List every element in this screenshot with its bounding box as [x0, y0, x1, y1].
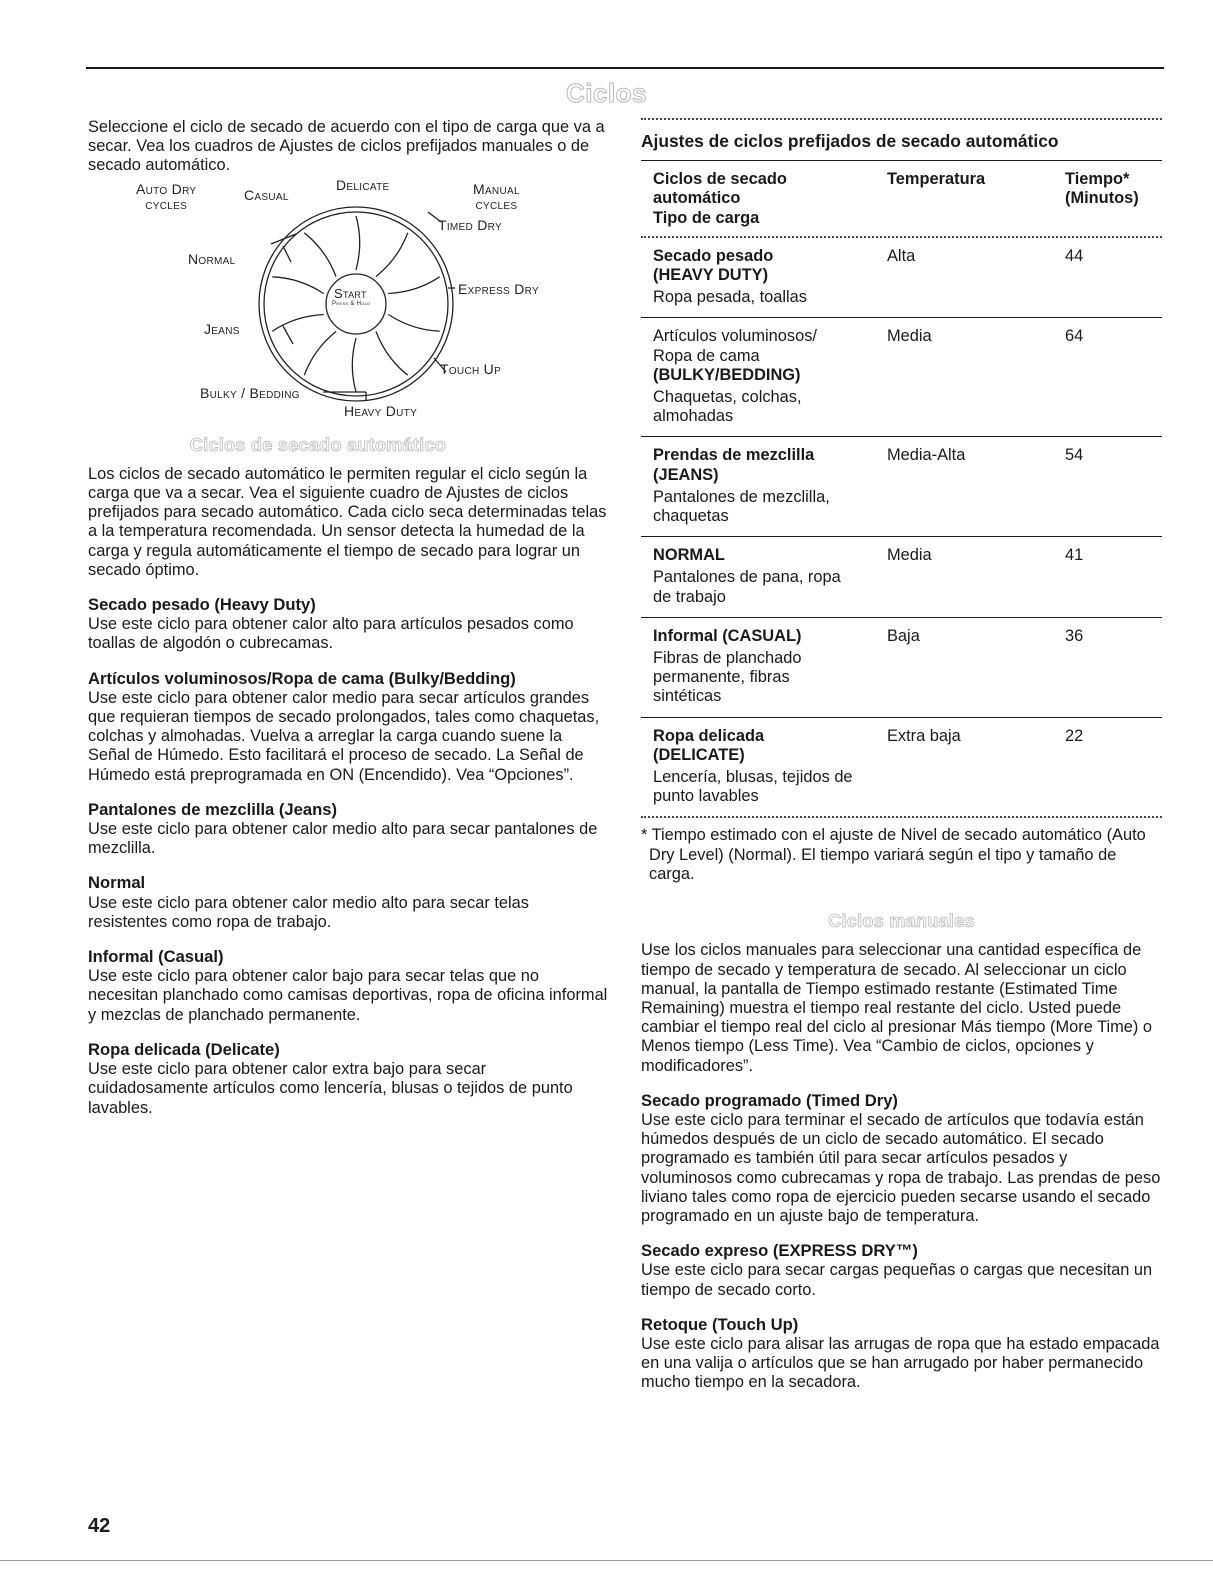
dial-label-express-dry: Express Dry	[458, 280, 539, 297]
table-top-dotted-rule	[641, 118, 1162, 120]
table-row	[641, 317, 1162, 436]
section-normal	[88, 873, 608, 932]
dial-segment-divider	[272, 314, 323, 331]
section-touch-up	[641, 1315, 1162, 1393]
section-express-dry	[641, 1241, 1162, 1300]
table-row	[641, 617, 1162, 717]
row-time: 44	[1065, 246, 1084, 265]
auto-cycles-heading: Ciclos de secado automático	[189, 434, 447, 455]
section-body: Use este ciclo para terminar el secado de artículos que todavía están húmedos después de un ciclo de secado automático. El secado programado es también útil para secar artículos pesados y voluminosos como cubrecamas y ropa de trabajo. Las prendas de peso liviano tales como ropa de ejercicio pueden secarse usando el secado programado en un ajuste bajo de temperatura.	[641, 1110, 1161, 1225]
row-time: 36	[1065, 626, 1084, 645]
section-delicate	[88, 1040, 608, 1118]
dial-segment-divider	[356, 216, 360, 270]
section-body: Use este ciclo para alisar las arrugas de ropa que ha estado empacada en una valija o artículos que se han arrugado por haber permanecido mucho tiempo en la secadora.	[641, 1334, 1160, 1392]
page-number: 42	[88, 1515, 111, 1537]
row-temperature: Alta	[887, 246, 916, 265]
table-header-row	[641, 160, 1162, 236]
section-body: Use este ciclo para obtener calor extra bajo para secar cuidadosamente artículos como lencería, blusas o tejidos de punto lavables.	[88, 1060, 573, 1117]
row-time: 22	[1065, 726, 1084, 745]
row-load-type: Pantalones de mezclilla, chaquetas	[653, 487, 830, 526]
row-temperature: Baja	[887, 626, 920, 645]
section-title: Retoque (Touch Up)	[641, 1314, 799, 1334]
row-time: 64	[1065, 327, 1084, 346]
top-rule	[86, 67, 1164, 69]
row-temperature: Media	[887, 546, 932, 565]
dial-label-timed-dry: Timed Dry	[438, 216, 502, 233]
section-title: Ropa delicada (Delicate)	[88, 1039, 280, 1059]
table-row	[641, 238, 1162, 318]
header-cycle: Ciclos de secado automático Tipo de carga	[653, 170, 787, 227]
start-button-sublabel: Press & Hold	[332, 300, 371, 307]
row-load-type: Chaquetas, colchas, almohadas	[653, 388, 802, 426]
dial-segment-divider	[376, 331, 408, 375]
dial-label-casual: Casual	[244, 186, 289, 203]
section-title: Artículos voluminosos/Ropa de cama (Bulky/Bedding)	[88, 668, 516, 688]
right-column	[641, 118, 1162, 1393]
manual-cycles-intro: Use los ciclos manuales para seleccionar una cantidad específica de tiempo de secado y temperatura de secado. Al seleccionar un ciclo manual, la pantalla de Tiempo estimado restante (Estimated Time Remaining) muestra el tiempo real restante del ciclo. Usted puede cambiar el tiempo real del ciclo al presionar Más tiempo (More Time) o Menos tiempo (Less Time). Vea “Cambio de ciclos, opciones y modificadores”.	[641, 941, 1153, 1075]
section-title: Normal	[88, 873, 146, 893]
row-cycle-name: Prendas de mezclilla (JEANS)	[653, 446, 815, 484]
cycle-dial-diagram	[128, 176, 608, 432]
row-cycle-name: (BULKY/BEDDING)	[653, 365, 801, 384]
header-time: Tiempo* (Minutos)	[1065, 170, 1139, 208]
header-temperature: Temperatura	[887, 170, 986, 189]
section-body: Use este ciclo para obtener calor medio alto para secar telas resistentes como ropa de trabajo.	[88, 893, 529, 931]
row-load-type: Fibras de planchado permanente, fibras sintéticas	[653, 649, 802, 706]
row-load-type: Lencería, blusas, tejidos de punto lavables	[653, 768, 853, 806]
section-body: Use este ciclo para obtener calor medio para secar artículos grandes que requieran tiempos de secado prolongados, tales como chaquetas, colchas y almohadas. Vuelva a arreglar la carga cuando suene la Señal de Húmedo. Esto facilitará el proceso de secado. La Señal de Húmedo está preprogramada en ON (Encendido). Vea “Opciones”.	[88, 688, 600, 784]
section-title: Secado programado (Timed Dry)	[641, 1090, 898, 1110]
row-cycle-name-plain: Artículos voluminosos/ Ropa de cama	[653, 327, 817, 365]
section-body: Use este ciclo para obtener calor medio alto para secar pantalones de mezclilla.	[88, 820, 598, 858]
dial-segment-divider	[304, 331, 336, 375]
start-button-label: Start	[334, 285, 367, 301]
section-body: Use este ciclo para obtener calor bajo para secar telas que no necesitan planchado como camisas deportivas, ropa de oficina informal y mezclas de planchado permanente.	[88, 967, 608, 1024]
section-body: Use este ciclo para secar cargas pequeñas o cargas que necesitan un tiempo de secado corto.	[641, 1261, 1153, 1299]
dial-label-jeans: Jeans	[204, 320, 240, 337]
dial-segment-divider	[272, 276, 323, 293]
table-row	[641, 536, 1162, 617]
intro-paragraph: Seleccione el ciclo de secado de acuerdo con el tipo de carga que va a secar. Vea los cuadros de Ajustes de ciclos prefijados manuales o de secado automático.	[88, 118, 605, 175]
manual-cycles-heading: Ciclos manuales	[828, 911, 975, 932]
right-sections	[641, 1091, 1162, 1393]
section-casual	[88, 947, 608, 1025]
row-cycle-name: Ropa delicada (DELICATE)	[653, 726, 765, 764]
dial-segment-divider	[352, 338, 356, 392]
dial-label-heavy-duty: Heavy Duty	[344, 402, 418, 419]
section-heavy-duty	[88, 595, 608, 654]
page-heading: Ciclos	[565, 78, 648, 108]
left-column	[88, 118, 608, 1118]
dial-segment-divider	[388, 276, 439, 293]
row-load-type: Ropa pesada, toallas	[653, 288, 807, 307]
section-title: Secado expreso (EXPRESS DRY™)	[641, 1241, 918, 1261]
left-sections	[88, 595, 608, 1118]
section-body: Use este ciclo para obtener calor alto para artículos pesados como toallas de algodón o cubrecamas.	[88, 615, 574, 653]
row-time: 41	[1065, 546, 1084, 565]
row-cycle-name: Secado pesado (HEAVY DUTY)	[653, 246, 774, 285]
section-title: Pantalones de mezclilla (Jeans)	[88, 799, 338, 819]
dial-label-normal: Normal	[188, 250, 236, 267]
dial-segment-divider	[388, 314, 439, 331]
dial-segment-divider	[376, 232, 408, 276]
dial-label-auto-dry: Auto Dry cycles	[136, 180, 197, 212]
row-cycle-name: NORMAL	[653, 546, 725, 565]
table-footnote: * Tiempo estimado con el ajuste de Nivel de secado automático (Auto Dry Level) (Normal). El tiempo variará según el tipo y tamaño de carga.	[641, 826, 1146, 883]
cycle-settings-table	[641, 160, 1162, 818]
row-temperature: Media-Alta	[887, 446, 966, 465]
auto-cycles-intro: Los ciclos de secado automático le permiten regular el ciclo según la carga que va a secar. Vea el siguiente cuadro de Ajustes de ciclos prefijados para secado automático. Cada ciclo seca determinadas telas a la temperatura recomendada. Un sensor detecta la humedad de la carga y regula automáticamente el tiempo de secado para lograr un secado óptimo.	[88, 464, 607, 579]
section-title: Informal (Casual)	[88, 947, 224, 967]
row-temperature: Extra baja	[887, 726, 961, 745]
table-title: Ajustes de ciclos prefijados de secado automático	[641, 131, 1059, 151]
dial-label-manual: Manual cycles	[473, 180, 520, 212]
dial-segment-divider	[304, 232, 336, 276]
dial-label-delicate: Delicate	[336, 176, 390, 193]
row-temperature: Media	[887, 327, 932, 346]
section-jeans	[88, 800, 608, 859]
row-time: 54	[1065, 446, 1084, 465]
table-row	[641, 436, 1162, 536]
section-bulky-bedding	[88, 669, 608, 785]
row-load-type: Pantalones de pana, ropa de trabajo	[653, 568, 841, 606]
section-timed-dry	[641, 1091, 1162, 1226]
dial-label-touch-up: Touch Up	[440, 360, 502, 377]
table-bottom-dotted-rule	[641, 816, 1162, 818]
table-row	[641, 717, 1162, 817]
row-cycle-name: Informal (CASUAL)	[653, 626, 802, 645]
dial-label-bulky-bedding: Bulky / Bedding	[200, 384, 300, 401]
bottom-rule	[0, 1560, 1213, 1561]
section-title: Secado pesado (Heavy Duty)	[88, 595, 316, 615]
